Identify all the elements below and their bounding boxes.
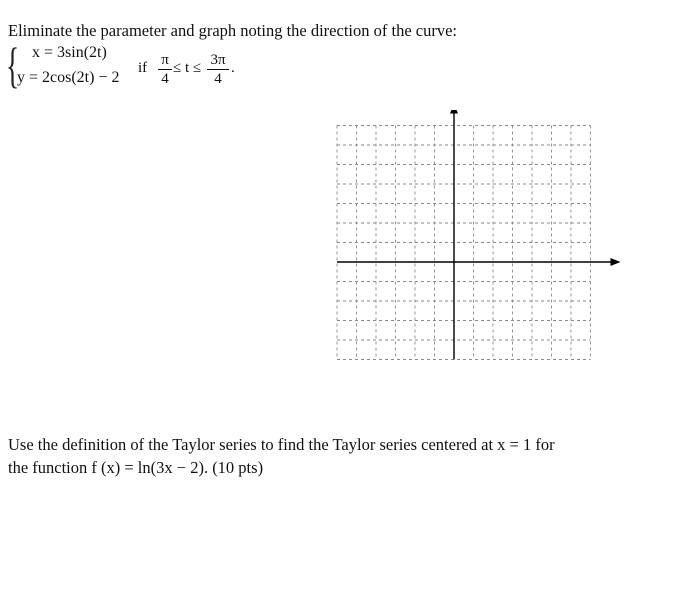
lower-bound-denominator: 4 [161, 71, 169, 87]
problem2-line2: the function f (x) = ln(3x − 2). (10 pts) [8, 458, 264, 477]
problem1-instruction: Eliminate the parameter and graph noting the direction of the curve: [8, 21, 457, 40]
system-brace: { [6, 37, 20, 93]
fraction-bar [207, 69, 229, 70]
parameter-inequality: ≤ t ≤ [173, 60, 202, 76]
lower-bound-numerator: π [161, 52, 169, 68]
upper-bound-denominator: 4 [214, 71, 222, 87]
equation-x: x = 3sin(2t) [32, 44, 107, 61]
y-axis-arrow-icon [450, 110, 458, 114]
condition-if: if [138, 60, 148, 76]
equation-y: y = 2cos(2t) − 2 [17, 69, 120, 86]
x-axis-arrow-icon [611, 258, 621, 266]
lower-bound-fraction [158, 52, 172, 87]
period: . [231, 60, 235, 76]
upper-bound-numerator: 3π [210, 52, 226, 68]
fraction-bar [158, 69, 172, 70]
problem2-line1: Use the definition of the Taylor series to find the Taylor series centered at x = 1 for [8, 435, 555, 454]
coordinate-grid [320, 110, 640, 370]
upper-bound-fraction [207, 52, 229, 87]
